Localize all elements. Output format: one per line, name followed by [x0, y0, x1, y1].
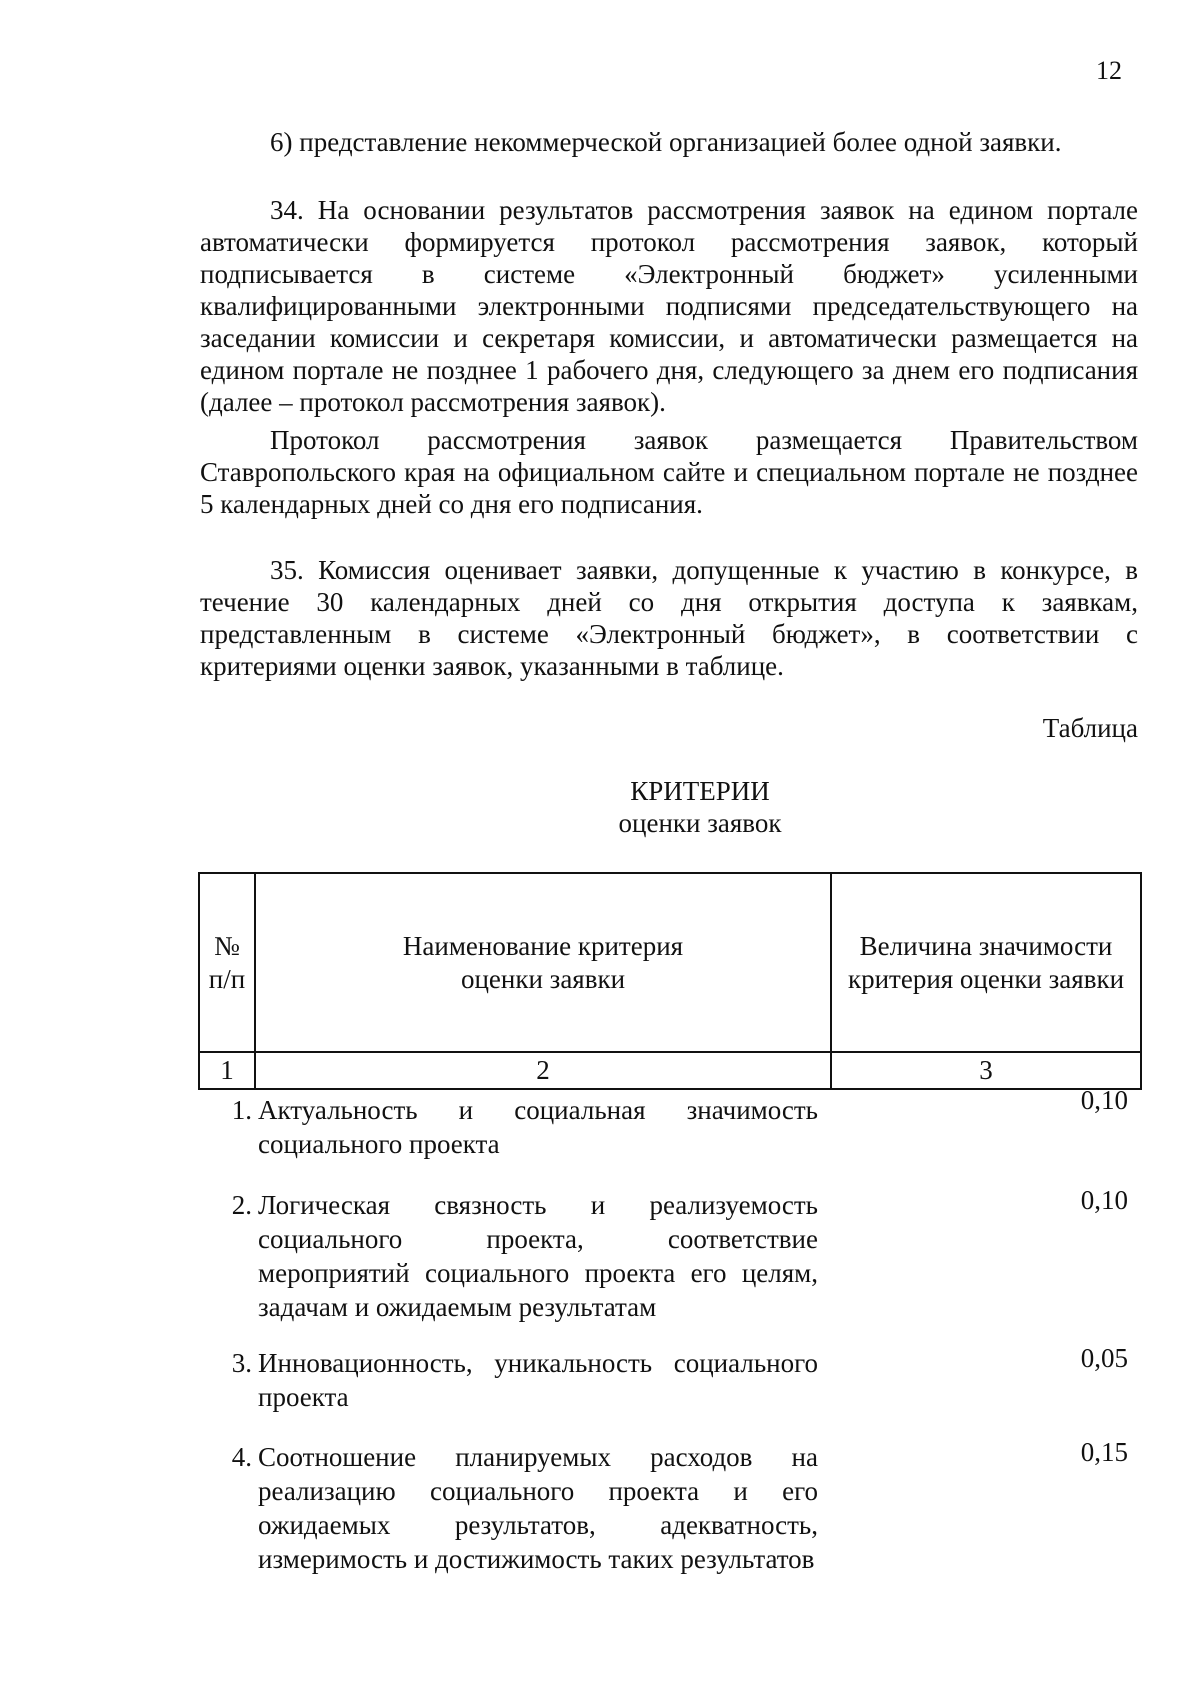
criteria-table-header	[198, 872, 1142, 1090]
criterion-name: Инновационность, уникальность социального проекта	[258, 1348, 818, 1412]
criterion-weight: 0,15	[1080, 1437, 1128, 1467]
column-number-2: 2	[254, 1051, 832, 1090]
paragraph-34-publication: Протокол рассмотрения заявок размещается Правительством Ставропольского края на официальном сайте и специальном портале не позднее 5 календарных дней со дня его подписания.	[200, 425, 1138, 519]
row-number: 1.	[231, 1095, 252, 1125]
criterion-weight: 0,05	[1080, 1343, 1128, 1373]
criterion-name: Соотношение планируемых расходов на реализацию социального проекта и его ожидаемых результатов, адекватность, измеримость и достижимость таких результатов	[258, 1442, 818, 1574]
column-number-1: 1	[198, 1051, 256, 1090]
table-title-block	[200, 775, 1200, 839]
criterion-weight: 0,10	[1080, 1085, 1128, 1115]
row-number: 4.	[231, 1442, 252, 1472]
paragraph-item-6: 6) представление некоммерческой организацией более одной заявки.	[270, 127, 1062, 157]
table-title: КРИТЕРИИ	[630, 776, 770, 806]
page-number: 12	[1096, 56, 1122, 85]
paragraph-35: 35. Комиссия оценивает заявки, допущенные к участию в конкурсе, в течение 30 календарных дней со дня открытия доступа к заявкам, представленным в системе «Электронный бюджет», в соответствии с критериями оценки заявок, указанными в таблице.	[200, 555, 1138, 681]
criterion-weight: 0,10	[1080, 1185, 1128, 1215]
header-criterion-name: Наименование критерия оценки заявки	[254, 872, 832, 1053]
row-number: 2.	[231, 1190, 252, 1220]
paragraph-34: 34. На основании результатов рассмотрения заявок на едином портале автоматически формируется протокол рассмотрения заявок, который подписывается в системе «Электронный бюджет» усиленными квалифицированными электронными подписями председательствующего на заседании комиссии и секретаря комиссии, и автоматически размещается на едином портале не позднее 1 рабочего дня, следующего за днем его подписания (далее – протокол рассмотрения заявок).	[200, 195, 1138, 417]
row-number: 3.	[231, 1348, 252, 1378]
header-criterion-weight: Величина значимости критерия оценки заявки	[830, 872, 1142, 1053]
criterion-name: Актуальность и социальная значимость социального проекта	[258, 1095, 818, 1159]
table-caption: Таблица	[1042, 713, 1138, 743]
criterion-name: Логическая связность и реализуемость социального проекта, соответствие мероприятий социального проекта его целям, задачам и ожидаемым результатам	[258, 1190, 818, 1322]
column-number-3: 3	[830, 1051, 1142, 1090]
header-num: № п/п	[198, 872, 256, 1053]
table-subtitle: оценки заявок	[618, 808, 782, 838]
